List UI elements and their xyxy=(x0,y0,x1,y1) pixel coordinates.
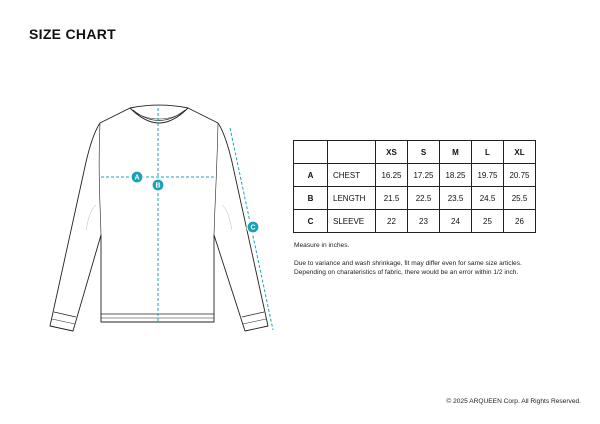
header-xl: XL xyxy=(504,141,536,164)
table-row xyxy=(294,210,536,233)
cell-value: 23 xyxy=(408,210,440,233)
header-key-cell xyxy=(294,141,328,164)
page-title: SIZE CHART xyxy=(29,26,116,42)
header-m: M xyxy=(440,141,472,164)
header-xs: XS xyxy=(376,141,408,164)
row-label: LENGTH xyxy=(328,187,376,210)
notes-block xyxy=(294,241,522,277)
header-label-cell xyxy=(328,141,376,164)
fabric-note: Depending on charateristics of fabric, there would be an error within 1/2 inch. xyxy=(294,269,519,276)
row-key: A xyxy=(294,164,328,187)
cell-value: 26 xyxy=(504,210,536,233)
cell-value: 21.5 xyxy=(376,187,408,210)
row-label: SLEEVE xyxy=(328,210,376,233)
marker-a-label: A xyxy=(134,174,140,182)
cell-value: 24.5 xyxy=(472,187,504,210)
garment-outline xyxy=(50,105,268,331)
row-key: B xyxy=(294,187,328,210)
cell-value: 22.5 xyxy=(408,187,440,210)
cell-value: 25.5 xyxy=(504,187,536,210)
cell-value: 20.75 xyxy=(504,164,536,187)
marker-c-label: C xyxy=(250,224,256,232)
unit-note: Measure in inches. xyxy=(294,242,350,249)
cell-value: 17.25 xyxy=(408,164,440,187)
cell-value: 25 xyxy=(472,210,504,233)
cell-value: 19.75 xyxy=(472,164,504,187)
header-l: L xyxy=(472,141,504,164)
table-row xyxy=(294,187,536,210)
table-row xyxy=(294,164,536,187)
cell-value: 18.25 xyxy=(440,164,472,187)
row-key: C xyxy=(294,210,328,233)
cell-value: 24 xyxy=(440,210,472,233)
copyright-footer: © 2025 ARQUEEN Corp. All Rights Reserved. xyxy=(446,398,581,405)
variance-note: Due to variance and wash shrinkage, fit may differ even for same size articles. xyxy=(294,260,522,267)
cell-value: 23.5 xyxy=(440,187,472,210)
cell-value: 22 xyxy=(376,210,408,233)
table-header-row xyxy=(294,141,536,164)
row-label: CHEST xyxy=(328,164,376,187)
cell-value: 16.25 xyxy=(376,164,408,187)
marker-b-label: B xyxy=(155,182,161,190)
header-s: S xyxy=(408,141,440,164)
size-table xyxy=(293,140,536,233)
